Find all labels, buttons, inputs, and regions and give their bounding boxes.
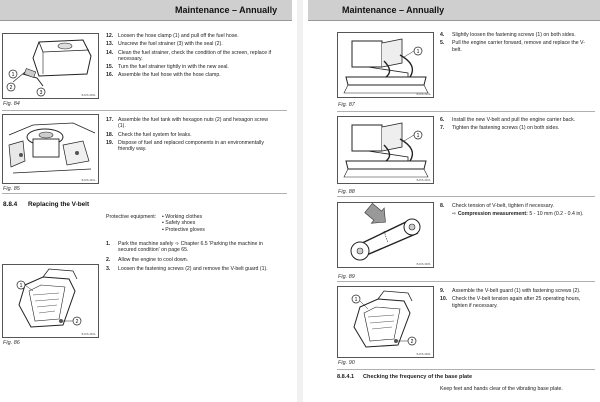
figure-90-drawing — [338, 287, 433, 357]
figure-90-label: Fig. 90 — [338, 360, 355, 366]
left-header-title: Maintenance – Annually — [175, 5, 278, 15]
figure-86 — [2, 264, 99, 338]
result-arrow-icon: ⇨ — [452, 211, 457, 218]
step-item: 9. Assemble the V-belt guard (1) with fastening screws (2). — [440, 288, 581, 294]
protective-equipment-label: Protective equipment: — [106, 214, 157, 220]
arrow-icon — [362, 203, 392, 230]
step-item: 3. Loosen the fastening screws (2) and remove the V-belt guard (1). — [106, 265, 268, 272]
right-header-rule — [308, 20, 600, 21]
figure-86-label: Fig. 86 — [3, 340, 20, 346]
steps-9-10 — [440, 288, 590, 311]
divider — [337, 281, 595, 282]
figure-90 — [337, 286, 434, 358]
figure-89 — [337, 202, 434, 268]
steps-1-3 — [106, 241, 276, 275]
figure-88-label: Fig. 88 — [338, 189, 355, 195]
figure-85-drawing — [3, 115, 98, 183]
step-item: 14. Clean the fuel strainer, check the condition of the screen, replace if necessary. — [106, 49, 272, 62]
step-item: 18. Check the fuel system for leaks. — [106, 131, 192, 138]
subsection-text: Keep feet and hands clear of the vibrating base plate. — [440, 386, 563, 392]
figure-87-code: B-DIS-3303- — [416, 93, 431, 96]
steps-6-7 — [440, 117, 590, 134]
step-item: 10. Check the V-belt tension again after 25 operating hours, tighten if necessary. — [440, 296, 581, 309]
divider — [337, 369, 595, 370]
section-number: 8.8.4 — [3, 201, 18, 208]
protective-equipment-list — [162, 214, 262, 233]
callout-2: 2 — [9, 85, 13, 91]
callout-2: 2 — [410, 339, 414, 345]
left-header-rule — [0, 20, 292, 21]
step-8 — [440, 203, 595, 218]
figure-87-label: Fig. 87 — [338, 102, 355, 108]
figure-84-code: B-DIS-3300- — [81, 94, 96, 97]
figure-89-label: Fig. 89 — [338, 274, 355, 280]
subsection-heading — [337, 374, 354, 380]
figure-89-code: B-DIS-3305- — [416, 263, 431, 266]
figure-90-code: B-DIS-3306- — [416, 353, 431, 356]
callout-1: 1 — [19, 283, 23, 289]
section-title: Replacing the V-belt — [28, 201, 90, 208]
figure-84-drawing — [3, 34, 98, 98]
figure-87-drawing — [338, 33, 433, 97]
figure-88-code: B-DIS-3304- — [416, 179, 431, 182]
step-item: 1. Park the machine safely ➩ Chapter 6.5 'Parking the machine in secured condition' on page 65. — [106, 241, 263, 254]
divider — [337, 196, 595, 197]
subsection-number: 8.8.4.1 — [337, 374, 355, 380]
figure-88-drawing — [338, 117, 433, 183]
list-item: ▪ Safety shoes — [162, 220, 196, 227]
list-item: ▪ Working clothes — [162, 214, 203, 220]
step-item: 12. Loosen the hose clamp (1) and pull off the fuel hose. — [106, 33, 239, 39]
figure-87 — [337, 32, 434, 98]
measurement-line — [440, 211, 595, 217]
right-header-title: Maintenance – Annually — [342, 5, 445, 15]
step-item: 2. Allow the engine to cool down. — [106, 256, 189, 263]
step-item: 4. Slightly loosen the fastening screws (1) on both sides. — [440, 32, 576, 38]
list-item: ▪ Protective gloves — [162, 226, 205, 233]
figure-86-drawing — [3, 265, 98, 337]
page-gutter — [297, 0, 303, 402]
steps-12-16 — [106, 33, 284, 81]
callout-2: 2 — [75, 319, 79, 325]
bullet-square-icon: ▪ — [162, 214, 164, 220]
callout-1: 1 — [354, 297, 358, 303]
divider — [337, 111, 595, 112]
step-item: 19. Dispose of fuel and replaced components in an environmentally friendly way. — [106, 139, 264, 153]
figure-85-label: Fig. 85 — [3, 186, 20, 192]
measurement-label: Compression measurement: — [457, 211, 528, 218]
callout-1: 1 — [11, 72, 15, 78]
step-item: 5. Pull the engine carrier forward, remove and replace the V-belt. — [440, 40, 585, 53]
bullet-square-icon: ▪ — [162, 220, 164, 227]
steps-4-5 — [440, 32, 590, 55]
step-item: 8. Check tension of V-belt, tighten if necessary. — [440, 203, 554, 209]
step-item: 6. Install the new V-belt and pull the engine carrier back. — [440, 117, 576, 123]
step-item: 15. Turn the fuel strainer tightly in with the new seal. — [106, 64, 229, 71]
steps-17-19 — [106, 117, 276, 154]
figure-85 — [2, 114, 99, 184]
measurement-value: 5 - 10 mm (0.2 - 0.4 in). — [529, 211, 584, 218]
step-item: 13. Unscrew the fuel strainer (3) with the seal (2). — [106, 41, 223, 48]
divider — [2, 110, 287, 111]
step-item: 16. Assemble the fuel hose with the hose clamp. — [106, 72, 221, 79]
bullet-square-icon: ▪ — [162, 226, 164, 233]
figure-89-drawing — [338, 203, 433, 267]
figure-86-code: B-DIS-3302- — [81, 333, 96, 336]
subsection-title: Checking the frequency of the base plate — [363, 374, 473, 380]
figure-88 — [337, 116, 434, 184]
callout-3: 3 — [39, 90, 43, 96]
figure-85-code: B-DIS-3301- — [81, 179, 96, 182]
callout-1: 1 — [416, 49, 420, 55]
divider — [2, 193, 287, 194]
callout-1: 1 — [416, 133, 420, 139]
figure-84-label: Fig. 84 — [3, 101, 20, 107]
step-item: 7. Tighten the fastening screws (1) on both sides. — [440, 125, 560, 132]
figure-84 — [2, 33, 99, 99]
step-item: 17. Assemble the fuel tank with hexagon nuts (2) and hexagon screw (1). — [106, 117, 268, 130]
